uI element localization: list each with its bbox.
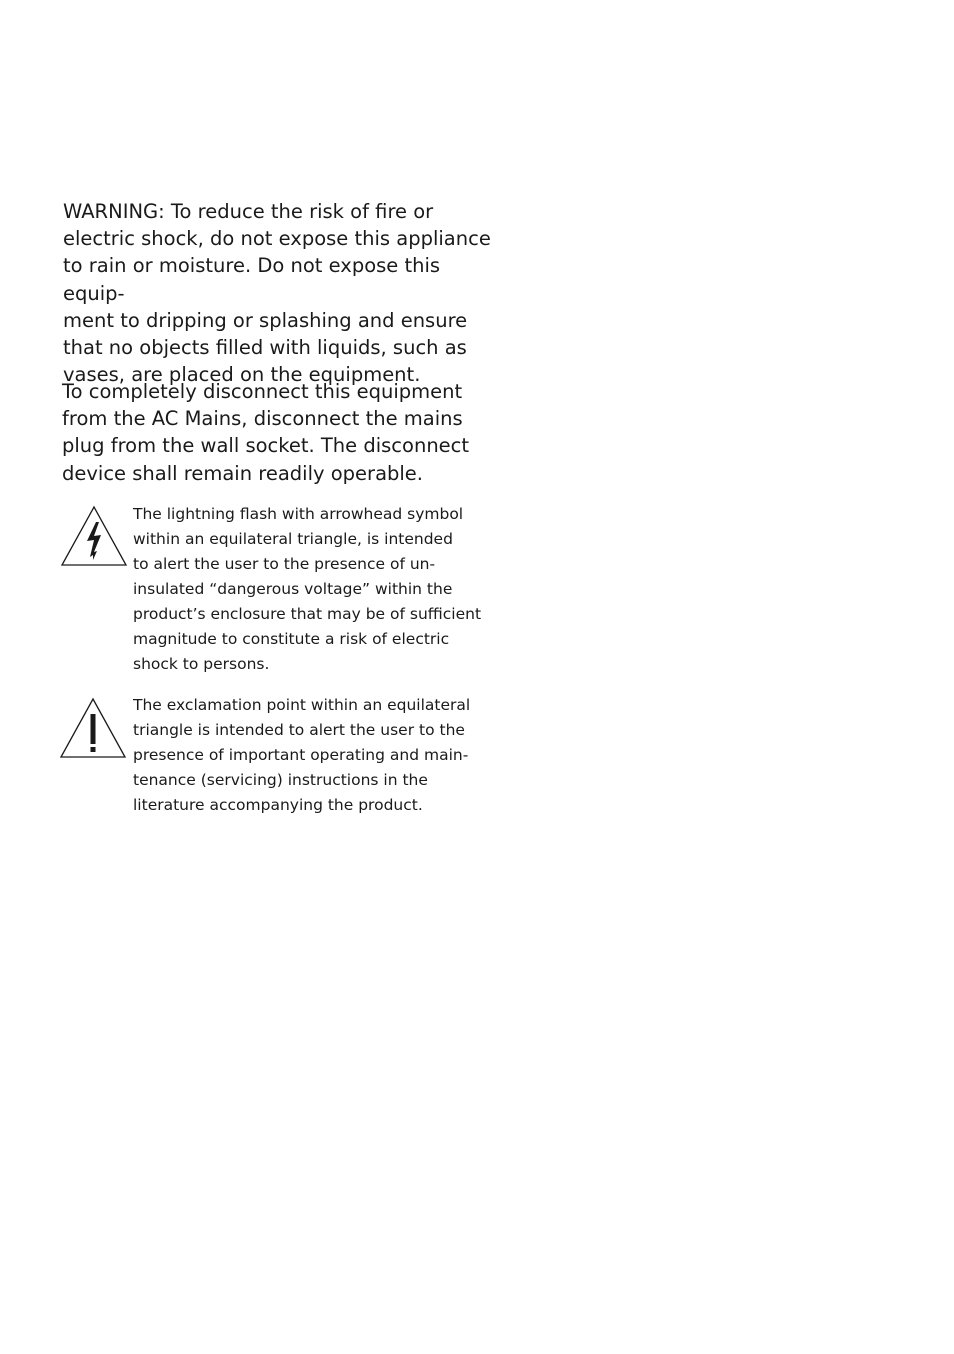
exclamation-description: The exclamation point within an equilateral triangle is intended to alert the user to the presence of important operating and main- tenance (servicing) instructions in the literature accompanying the product. bbox=[133, 696, 471, 814]
warning-text: To reduce the risk of fire or electric shock, do not expose this appliance to rain or moisture. Do not expose this equip- ment to dripping or splashing and ensure that no objects filled with liquids, such as vases, are placed on the equipment. bbox=[63, 200, 491, 387]
exclamation-triangle-icon bbox=[59, 697, 127, 759]
warning-label: WARNING: bbox=[63, 200, 165, 223]
lightning-description: The lightning flash with arrowhead symbol within an equilateral triangle, is intended to alert the user to the presence of un- insulated “dangerous voltage” within the product’s enclosure that may be of sufficient magnitude to constitute a risk of electric shock to persons. bbox=[133, 505, 482, 673]
disconnect-paragraph: To completely disconnect this equipment from the AC Mains, disconnect the mains plug from the wall socket. The disconnect device shall remain readily operable. bbox=[62, 380, 470, 485]
lightning-triangle-icon bbox=[60, 505, 128, 567]
warning-paragraph bbox=[63, 198, 493, 388]
